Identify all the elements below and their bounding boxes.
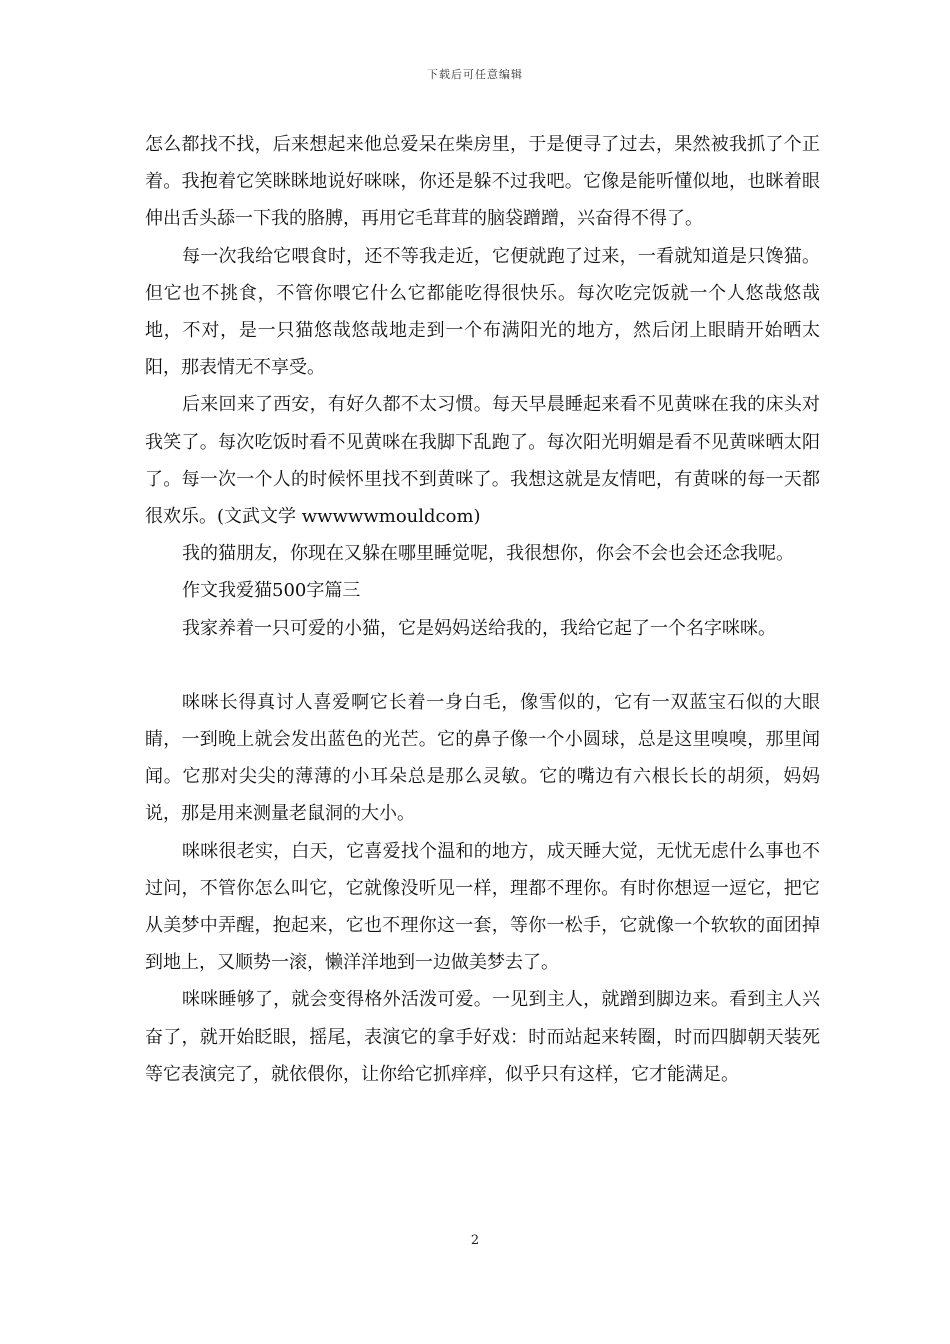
paragraph: 我家养着一只可爱的小猫，它是妈妈送给我的，我给它起了一个名字咪咪。: [182, 617, 776, 639]
page-header: 下载后可任意编辑: [427, 68, 523, 81]
paragraph: 我的猫朋友，你现在又躲在哪里睡觉呢，我很想你，你会不会也会还念我呢。: [182, 543, 794, 565]
paragraph: 咪咪睡够了，就会变得格外活泼可爱。一见到主人，就蹭到脚边来。看到主人兴奋了，就开始眨眼，摇尾，表演它的拿手好戏：时而站起来转圈，时而四脚朝天装死等它表演完了，就依偎你，让你给它抓痒痒，似乎只有这样，它才能满足。: [145, 989, 820, 1085]
paragraph: 每一次我给它喂食时，还不等我走近，它便就跑了过来，一看就知道是只馋猫。但它也不挑食，不管你喂它什么它都能吃得很快乐。每次吃完饭就一个人悠哉悠哉地，不对，是一只猫悠哉悠哉地走到一个布满阳光的地方，然后闭上眼睛开始晒太阳，那表情无不享受。: [145, 245, 820, 379]
section-heading: 作文我爱猫500字篇三: [182, 580, 361, 602]
paragraph: 后来回来了西安，有好久都不太习惯。每天早晨睡起来看不见黄咪在我的床头对我笑了。每次吃饭时看不见黄咪在我脚下乱跑了。每次阳光明媚是看不见黄咪晒太阳了。每一次一个人的时候怀里找不到黄咪了。我想这就是友情吧，有黄咪的每一天都很欢乐。(文武文学 wwwwwmouldcom): [145, 394, 820, 528]
page-number: 2: [470, 1233, 480, 1248]
paragraph: 怎么都找不找，后来想起来他总爱呆在柴房里，于是便寻了过去，果然被我抓了个正着。我抱着它笑眯眯地说好咪咪，你还是躲不过我吧。它像是能听懂似地，也眯着眼伸出舌头舔一下我的胳膊，再用它毛茸茸的脑袋蹭蹭，兴奋得不得了。: [145, 134, 820, 230]
paragraph: 咪咪长得真讨人喜爱啊它长着一身白毛，像雪似的，它有一双蓝宝石似的大眼睛，一到晚上就会发出蓝色的光芒。它的鼻子像一个小圆球，总是这里嗅嗅，那里闻闻。它那对尖尖的薄薄的小耳朵总是那么灵敏。它的嘴边有六根长长的胡须，妈妈说，那是用来测量老鼠洞的大小。: [145, 691, 820, 825]
document-body: [145, 126, 820, 1093]
paragraph: 咪咪很老实，白天，它喜爱找个温和的地方，成天睡大觉，无忧无虑什么事也不过问，不管你怎么叫它，它就像没听见一样，理都不理你。有时你想逗一逗它，把它从美梦中弄醒，抱起来，它也不理你这一套，等你一松手，它就像一个软软的面团掉到地上，又顺势一滚，懒洋洋地到一边做美梦去了。: [145, 840, 820, 974]
